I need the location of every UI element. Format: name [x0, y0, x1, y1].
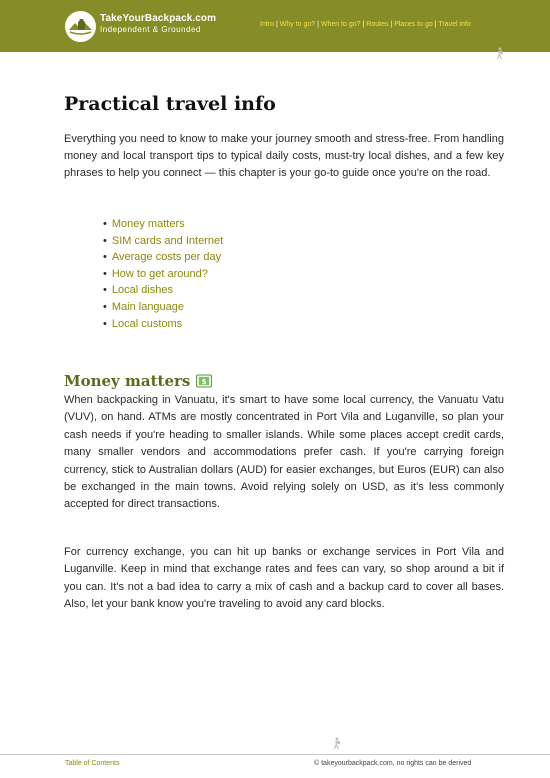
section-heading-text: Money matters [64, 372, 191, 390]
chapter-contents-list [103, 216, 223, 332]
svg-text:$: $ [201, 378, 207, 386]
nav-separator: | [315, 21, 321, 28]
toc-link-local-dishes[interactable]: • Local dishes [103, 282, 223, 299]
nav-item-why-to-go[interactable]: Why to go? [279, 21, 316, 28]
table-of-contents-link[interactable]: Table of Contents [65, 760, 120, 767]
nav-item-places-to-go[interactable]: Places to go [394, 21, 433, 28]
toc-link-sim-cards[interactable]: • SIM cards and Internet [103, 233, 223, 250]
intro-paragraph: Everything you need to know to make your journey smooth and stress-free. From handling money and local transport tips to typical daily costs, must-try local dishes, and a few key phrases to help you connect — this chapter is your go-to guide once you're on the road. [64, 133, 504, 179]
nav-item-intro[interactable]: Intro [260, 21, 275, 28]
nav-separator: | [432, 21, 439, 28]
hiker-icon [332, 737, 343, 750]
toc-link-local-customs[interactable]: • Local customs [103, 316, 223, 333]
brand-name[interactable]: TakeYourBackpack.com [100, 13, 217, 24]
money-paragraph-2: For currency exchange, you can hit up banks or exchange services in Port Vila and Luganville. Keep in mind that exchange rates and fees can vary, so shop around a bit if you can. It's not a bad idea to carry a mix of cash and a backup card to cover all bases. Also, let your bank know you're traveling to avoid any card blocks. [64, 546, 504, 611]
top-bar [0, 0, 550, 52]
page-title: Practical travel info [64, 93, 276, 115]
brand-tagline: Independent & Grounded [100, 25, 201, 34]
toc-link-money-matters[interactable]: • Money matters [103, 216, 223, 233]
nav-item-travel-info[interactable]: Travel info [438, 21, 471, 28]
toc-link-main-language[interactable]: • Main language [103, 299, 223, 316]
section-heading-money [64, 372, 212, 390]
nav-separator: | [360, 21, 367, 28]
copyright-notice: © takeyourbackpack.com, no rights can be derived [314, 760, 472, 767]
footer-divider [0, 754, 550, 755]
banknote-icon [196, 374, 212, 388]
backpack-logo-icon[interactable] [65, 11, 96, 42]
nav-separator: | [388, 21, 395, 28]
money-paragraph-1: When backpacking in Vanuatu, it's smart to have some local currency, the Vanuatu Vatu (VUV), on hand. ATMs are mostly concentrated in Port Vila and Luganville, so plan your cash needs if you're heading to smaller islands. While some places accept credit cards, many smaller vendors and accommodations prefer cash. If you're carrying foreign currency, stick to Australian dollars (AUD) for easier exchanges, but Euros (EUR) can also be exchanged in the main towns. Avoid relying solely on USD, as it's less commonly accepted for direct transactions. [64, 394, 504, 511]
hiker-icon [495, 47, 506, 60]
nav-separator: | [274, 21, 280, 28]
nav-item-routes[interactable]: Routes [366, 21, 389, 28]
toc-link-average-costs[interactable]: • Average costs per day [103, 249, 223, 266]
nav-item-when-to-go[interactable]: When to go? [320, 21, 361, 28]
chapter-nav [260, 21, 471, 28]
toc-link-getting-around[interactable]: • How to get around? [103, 266, 223, 283]
